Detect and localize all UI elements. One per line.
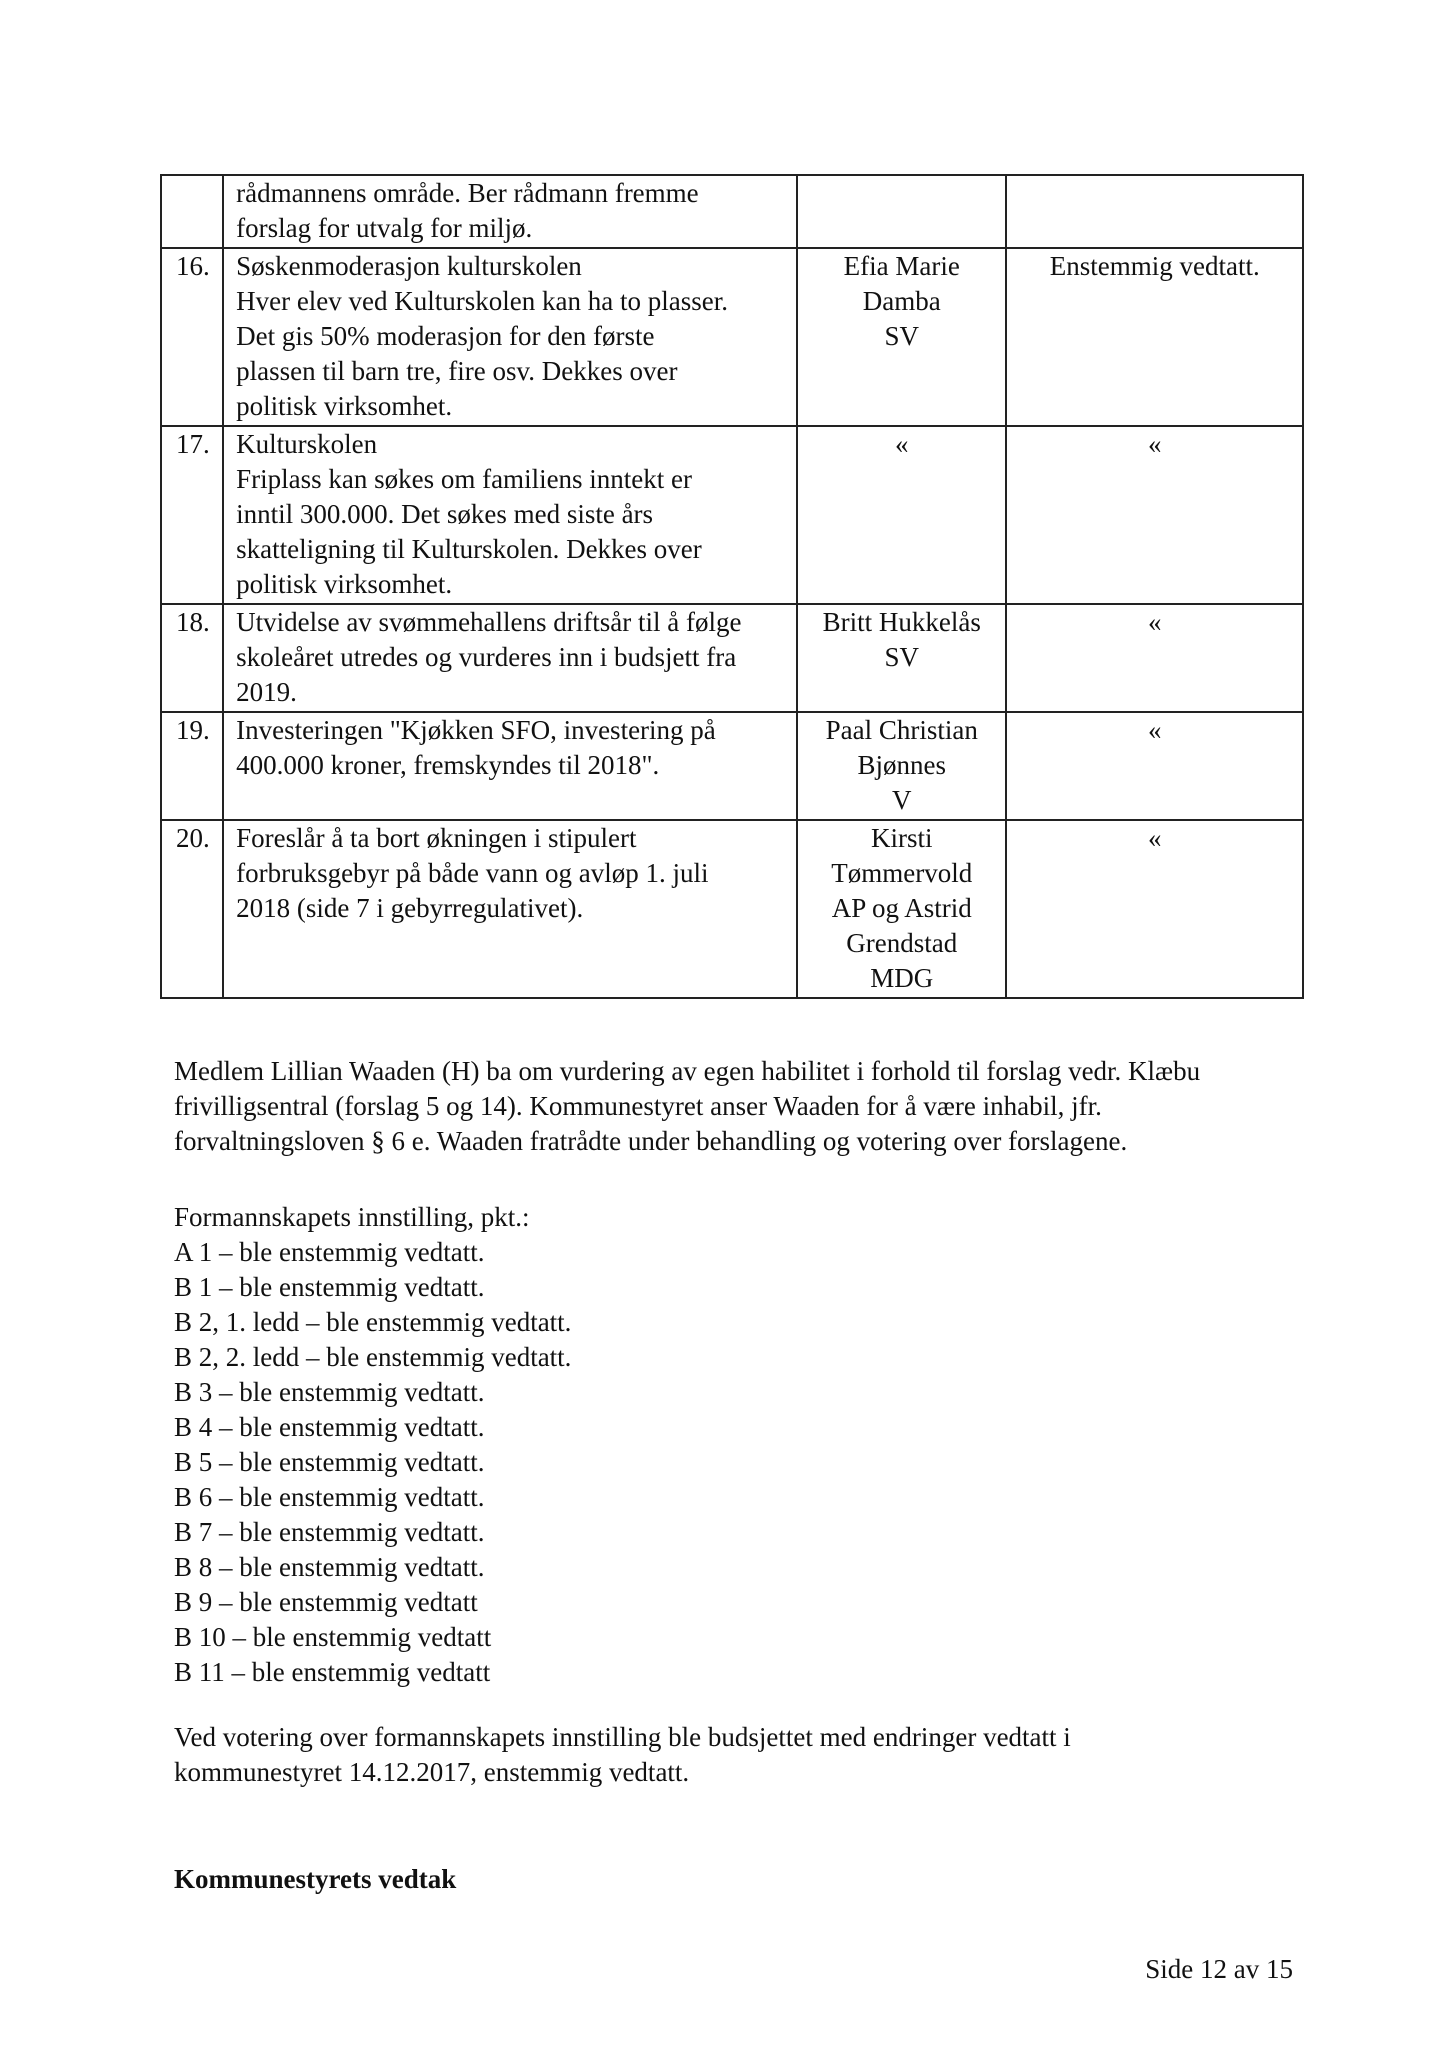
habilitet-line: Medlem Lillian Waaden (H) ba om vurdering av egen habilitet i forhold til forslag vedr. Klæbu (174, 1056, 1201, 1086)
proposal-number (161, 175, 223, 248)
formannskap-line: B 3 – ble enstemmig vedtatt. (174, 1377, 485, 1407)
proposal-text-line: Foreslår å ta bort økningen i stipulert (236, 823, 637, 853)
proposal-text (223, 175, 797, 248)
proposal-text-line: inntil 300.000. Det søkes med siste års (236, 499, 654, 529)
proposal-text-line: skoleåret utredes og vurderes inn i budsjett fra (236, 642, 737, 672)
proposal-number: 20. (161, 820, 223, 998)
proposer-cell (797, 820, 1006, 998)
formannskap-votes-list (174, 1200, 1304, 1690)
proposal-number: 16. (161, 248, 223, 426)
proposer-cell (797, 426, 1006, 604)
proposal-text (223, 712, 797, 820)
habilitet-line: frivilligsentral (forslag 5 og 14). Kommunestyret anser Waaden for å være inhabil, jfr. (174, 1091, 1102, 1121)
proposer-line: SV (884, 321, 920, 351)
formannskap-line: B 11 – ble enstemmig vedtatt (174, 1657, 491, 1687)
votering-paragraph (174, 1720, 1304, 1790)
table-row (161, 426, 1303, 604)
votering-line: kommunestyret 14.12.2017, enstemmig vedtatt. (174, 1757, 690, 1787)
proposal-text-line: 400.000 kroner, fremskyndes til 2018". (236, 750, 660, 780)
proposal-text (223, 604, 797, 712)
table-row (161, 175, 1303, 248)
proposal-text-line: skatteligning til Kulturskolen. Dekkes over (236, 534, 702, 564)
formannskap-line: B 2, 2. ledd – ble enstemmig vedtatt. (174, 1342, 572, 1372)
table-row (161, 248, 1303, 426)
formannskap-line: B 8 – ble enstemmig vedtatt. (174, 1552, 485, 1582)
proposal-number: 18. (161, 604, 223, 712)
proposals-table-body (161, 175, 1303, 998)
proposer-line: V (892, 785, 912, 815)
vote-result: « (1006, 604, 1303, 712)
proposal-text-line: forbruksgebyr på både vann og avløp 1. juli (236, 858, 709, 888)
vote-result: « (1006, 712, 1303, 820)
proposer-line: AP og Astrid (831, 893, 972, 923)
proposals-table (160, 174, 1304, 999)
proposer-cell (797, 712, 1006, 820)
proposal-text-line: 2019. (236, 677, 297, 707)
vote-result: « (1006, 426, 1303, 604)
proposer-line: Paal Christian (825, 715, 978, 745)
proposal-text-line: 2018 (side 7 i gebyrregulativet). (236, 893, 584, 923)
proposer-line: Bjønnes (857, 750, 947, 780)
habilitet-paragraph (174, 1054, 1304, 1159)
formannskap-line: Formannskapets innstilling, pkt.: (174, 1202, 530, 1232)
proposal-text (223, 426, 797, 604)
vote-result (1006, 175, 1303, 248)
section-heading: Kommunestyrets vedtak (174, 1864, 457, 1894)
proposer-cell (797, 175, 1006, 248)
proposal-number: 17. (161, 426, 223, 604)
proposer-line: « (895, 429, 909, 459)
proposal-text-line: forslag for utvalg for miljø. (236, 213, 533, 243)
page-number: Side 12 av 15 (1145, 1954, 1293, 1984)
proposal-text-line: Investeringen "Kjøkken SFO, investering på (236, 715, 716, 745)
proposal-text-line: Det gis 50% moderasjon for den første (236, 321, 655, 351)
proposal-text-line: Hver elev ved Kulturskolen kan ha to plasser. (236, 286, 728, 316)
formannskap-line: B 4 – ble enstemmig vedtatt. (174, 1412, 485, 1442)
table-row (161, 820, 1303, 998)
proposer-line: Britt Hukkelås (822, 607, 981, 637)
table-row (161, 712, 1303, 820)
proposal-text-line: politisk virksomhet. (236, 569, 453, 599)
vote-result: Enstemmig vedtatt. (1006, 248, 1303, 426)
proposer-line: Tømmervold (831, 858, 973, 888)
formannskap-line: B 1 – ble enstemmig vedtatt. (174, 1272, 485, 1302)
table-row (161, 604, 1303, 712)
formannskap-line: A 1 – ble enstemmig vedtatt. (174, 1237, 485, 1267)
proposal-text-line: Kulturskolen (236, 429, 378, 459)
proposal-text-line: plassen til barn tre, fire osv. Dekkes over (236, 356, 678, 386)
proposer-line: Efia Marie (843, 251, 960, 281)
formannskap-line: B 2, 1. ledd – ble enstemmig vedtatt. (174, 1307, 572, 1337)
proposal-text (223, 248, 797, 426)
formannskap-line: B 9 – ble enstemmig vedtatt (174, 1587, 478, 1617)
vote-result: « (1006, 820, 1303, 998)
formannskap-line: B 6 – ble enstemmig vedtatt. (174, 1482, 485, 1512)
proposal-text (223, 820, 797, 998)
votering-line: Ved votering over formannskapets innstilling ble budsjettet med endringer vedtatt i (174, 1722, 1071, 1752)
proposal-number: 19. (161, 712, 223, 820)
formannskap-line: B 7 – ble enstemmig vedtatt. (174, 1517, 485, 1547)
proposal-text-line: Utvidelse av svømmehallens driftsår til å følge (236, 607, 742, 637)
formannskap-line: B 5 – ble enstemmig vedtatt. (174, 1447, 485, 1477)
formannskap-line: B 10 – ble enstemmig vedtatt (174, 1622, 492, 1652)
proposer-cell (797, 248, 1006, 426)
proposal-text-line: Friplass kan søkes om familiens inntekt er (236, 464, 693, 494)
proposer-line: MDG (870, 963, 934, 993)
proposer-line: Damba (862, 286, 941, 316)
proposer-line: SV (884, 642, 920, 672)
proposal-text-line: rådmannens område. Ber rådmann fremme (236, 178, 699, 208)
proposer-cell (797, 604, 1006, 712)
habilitet-line: forvaltningsloven § 6 e. Waaden fratrådte under behandling og votering over forslagene. (174, 1126, 1128, 1156)
proposer-line: Grendstad (846, 928, 958, 958)
proposer-line: Kirsti (871, 823, 933, 853)
proposal-text-line: Søskenmoderasjon kulturskolen (236, 251, 582, 281)
proposal-text-line: politisk virksomhet. (236, 391, 453, 421)
